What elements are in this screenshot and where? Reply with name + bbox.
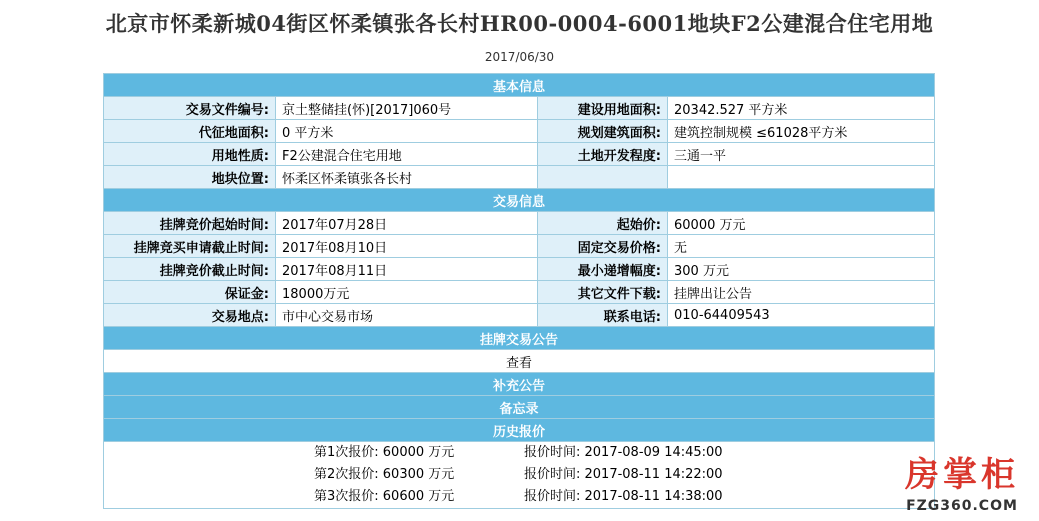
table-row (104, 120, 935, 143)
section-header: 基本信息 (104, 74, 935, 97)
field-label: 建设用地面积: (538, 97, 668, 120)
min-increment-value: 300 万元 (668, 258, 935, 281)
bid-price: 第1次报价: 60000 万元 (314, 445, 455, 460)
field-label: 挂牌竞价截止时间: (104, 258, 276, 281)
field-label: 起始价: (538, 212, 668, 235)
watermark-url: FZG360.COM (906, 498, 1018, 514)
development-value: 三通一平 (668, 143, 935, 166)
table-row (104, 235, 935, 258)
empty-value (668, 166, 935, 189)
table-row (104, 143, 935, 166)
field-label: 固定交易价格: (538, 235, 668, 258)
table-row (104, 97, 935, 120)
file-number-value: 京土整储挂(怀)[2017]060号 (276, 97, 538, 120)
section-trade (104, 189, 935, 212)
table-row (104, 350, 935, 373)
bid-price: 第3次报价: 60600 万元 (314, 489, 455, 504)
bid-price: 第2次报价: 60300 万元 (314, 467, 455, 482)
bid-time: 报价时间: 2017-08-11 14:38:00 (524, 489, 723, 504)
page-date: 2017/06/30 (484, 50, 555, 64)
plan-area-value: 建筑控制规模 ≤61028平方米 (668, 120, 935, 143)
field-label: 其它文件下载: (538, 281, 668, 304)
field-label: 最小递增幅度: (538, 258, 668, 281)
section-header: 交易信息 (104, 189, 935, 212)
section-memo (104, 396, 935, 419)
list-item (110, 464, 928, 486)
field-label: 交易地点: (104, 304, 276, 327)
watermark-logo (889, 455, 1035, 517)
field-label: 代征地面积: (104, 120, 276, 143)
table-row (104, 212, 935, 235)
history-row-container (104, 442, 935, 509)
field-label: 交易文件编号: (104, 97, 276, 120)
bid-time: 报价时间: 2017-08-09 14:45:00 (524, 445, 723, 460)
start-time-value: 2017年07月28日 (276, 212, 538, 235)
view-notice-link[interactable]: 查看 (104, 350, 935, 373)
location-value: 怀柔区怀柔镇张各长村 (276, 166, 538, 189)
section-header: 历史报价 (104, 419, 935, 442)
table-row (104, 166, 935, 189)
field-label: 土地开发程度: (538, 143, 668, 166)
section-notice (104, 327, 935, 350)
land-info-table (103, 73, 935, 509)
page-title: 北京市怀柔新城04街区怀柔镇张各长村HR00-0004-6001地块F2公建混合住宅用地 (105, 11, 934, 36)
trade-place-value: 市中心交易市场 (276, 304, 538, 327)
list-item (110, 486, 928, 508)
section-header: 补充公告 (104, 373, 935, 396)
other-files-link[interactable]: 挂牌出让公告 (668, 281, 935, 304)
field-label: 挂牌竞买申请截止时间: (104, 235, 276, 258)
fixed-price-value: 无 (668, 235, 935, 258)
field-label: 联系电话: (538, 304, 668, 327)
bid-history (104, 442, 935, 509)
table-row (104, 304, 935, 327)
start-price-value: 60000 万元 (668, 212, 935, 235)
section-basic (104, 74, 935, 97)
bid-time: 报价时间: 2017-08-11 14:22:00 (524, 467, 723, 482)
table-row (104, 281, 935, 304)
table-row (104, 258, 935, 281)
watermark-text: 房掌柜 (905, 455, 1019, 495)
land-use-value: F2公建混合住宅用地 (276, 143, 538, 166)
section-header: 挂牌交易公告 (104, 327, 935, 350)
empty-label (538, 166, 668, 189)
field-label: 用地性质: (104, 143, 276, 166)
field-label: 挂牌竞价起始时间: (104, 212, 276, 235)
section-header: 备忘录 (104, 396, 935, 419)
bid-end-value: 2017年08月11日 (276, 258, 538, 281)
section-supplement (104, 373, 935, 396)
levy-area-value: 0 平方米 (276, 120, 538, 143)
field-label: 规划建筑面积: (538, 120, 668, 143)
phone-value: 010-64409543 (668, 304, 935, 327)
section-history (104, 419, 935, 442)
deposit-value: 18000万元 (276, 281, 538, 304)
field-label: 地块位置: (104, 166, 276, 189)
list-item (110, 442, 928, 464)
land-area-value: 20342.527 平方米 (668, 97, 935, 120)
field-label: 保证金: (104, 281, 276, 304)
apply-end-value: 2017年08月10日 (276, 235, 538, 258)
